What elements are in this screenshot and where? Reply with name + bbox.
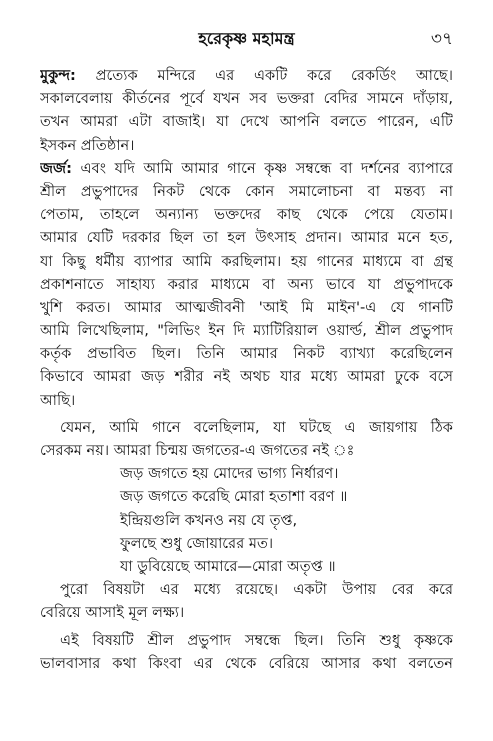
paragraph-line: আমার যেটি দরকার ছিল তা হল উৎসাহ প্রদান। আমার মনে হত, (40, 229, 453, 247)
paragraph-line (40, 64, 453, 87)
paragraph-line: যা কিছু ধর্মীয় ব্যাপার আমি করছিলাম। হয় গানের মাধ্যমে বা গ্রন্থ (40, 252, 453, 270)
paragraph-line: সেরকম নয়। আমরা চিন্ময় জগতের-এ জগতের নই ঃ (40, 442, 355, 459)
paragraph-line: তখন আমরা এটা বাজাই। যা দেখে আপনি বলতে পারেন, এটি (40, 113, 453, 131)
paragraph-line: প্রকাশনাতে সাহায্য করার মাধ্যমে বা অন্য ভাবে যা প্রভুপাদকে (40, 275, 453, 293)
paragraph-line: পুরো বিষয়টা এর মধ্যে রয়েছে। একটা উপায় বের করে (60, 581, 453, 599)
verse-line: ইন্দ্রিয়গুলি কখনও নয় যে তৃপ্ত, (120, 511, 298, 529)
paragraph-line: পেতাম, তাহলে অন্যান্য ভক্তদের কাছ থেকে পেয়ে যেতাম। (40, 206, 453, 224)
running-title: হরেকৃষ্ণ মহামন্ত্র (198, 29, 295, 48)
paragraph-line: বেরিয়ে আসাই মূল লক্ষ্য। (40, 604, 185, 622)
song-verse (40, 462, 453, 578)
verse-line: জড় জগতে হয় মোদের ভাগ্য নির্ধারণ। (120, 465, 339, 483)
body-text (40, 64, 453, 675)
line-text: প্রত্যেক মন্দিরে এর একটি করে রেকর্ডিং আছে। (95, 67, 453, 84)
line-text: এবং যদি আমি আমার গানে কৃষ্ণ সম্বন্ধে বা দর্শনের ব্যাপারে (80, 159, 453, 177)
paragraph-line: আমি লিখেছিলাম, "লিভিং ইন দি ম্যাটিরিয়াল ওয়ার্ল্ড, শ্রীল প্রভুপাদ (40, 322, 453, 340)
page-header (40, 26, 453, 52)
verse-line: জড় জগতে করেছি মোরা হতাশা বরণ ॥ (120, 488, 348, 506)
verse-line: যা ডুবিয়েছে আমারে—মোরা অতৃপ্ত ॥ (120, 557, 336, 575)
page-number: ৩৭ (430, 29, 453, 49)
paragraph-line: কিভাবে আমরা জড় শরীর নই অথচ যার মধ্যে আমরা ঢুকে বসে (40, 368, 453, 386)
paragraph-line: কর্তৃক প্রভাবিত ছিল। তিনি আমার নিকট ব্যাখ্যা করেছিলেন (40, 345, 453, 363)
paragraph-line: শ্রীল প্রভুপাদের নিকট থেকে কোন সমালোচনা বা মন্তব্য না (40, 182, 453, 200)
paragraph-line (40, 157, 453, 180)
speaker-label: জর্জ: (40, 159, 72, 177)
paragraph-line: যেমন, আমি গানে বলেছিলাম, যা ঘটছে এ জায়গায় ঠিক (60, 418, 453, 436)
paragraph-line: ইসকন প্রতিষ্ঠান। (40, 136, 135, 154)
paragraph-line: এই বিষয়টি শ্রীল প্রভুপাদ সম্বন্ধে ছিল। তিনি শুধু কৃষ্ণকে (60, 631, 453, 649)
paragraph-line: ভালবাসার কথা কিংবা এর থেকে বেরিয়ে আসার কথা বলতেন (40, 654, 453, 672)
paragraph-line: সকালবেলায় কীর্তনের পূর্বে যখন সব ভক্তরা বেদির সামনে দাঁড়ায়, (40, 90, 453, 108)
paragraph-line: আছি। (40, 391, 76, 409)
speaker-label: মুকুন্দ: (40, 67, 76, 84)
verse-line: ফুলছে শুধু জোয়ারের মত। (120, 534, 274, 552)
paragraph-line: খুশি করত। আমার আত্মজীবনী 'আই মি মাইন'-এ যে গানটি (40, 298, 453, 316)
